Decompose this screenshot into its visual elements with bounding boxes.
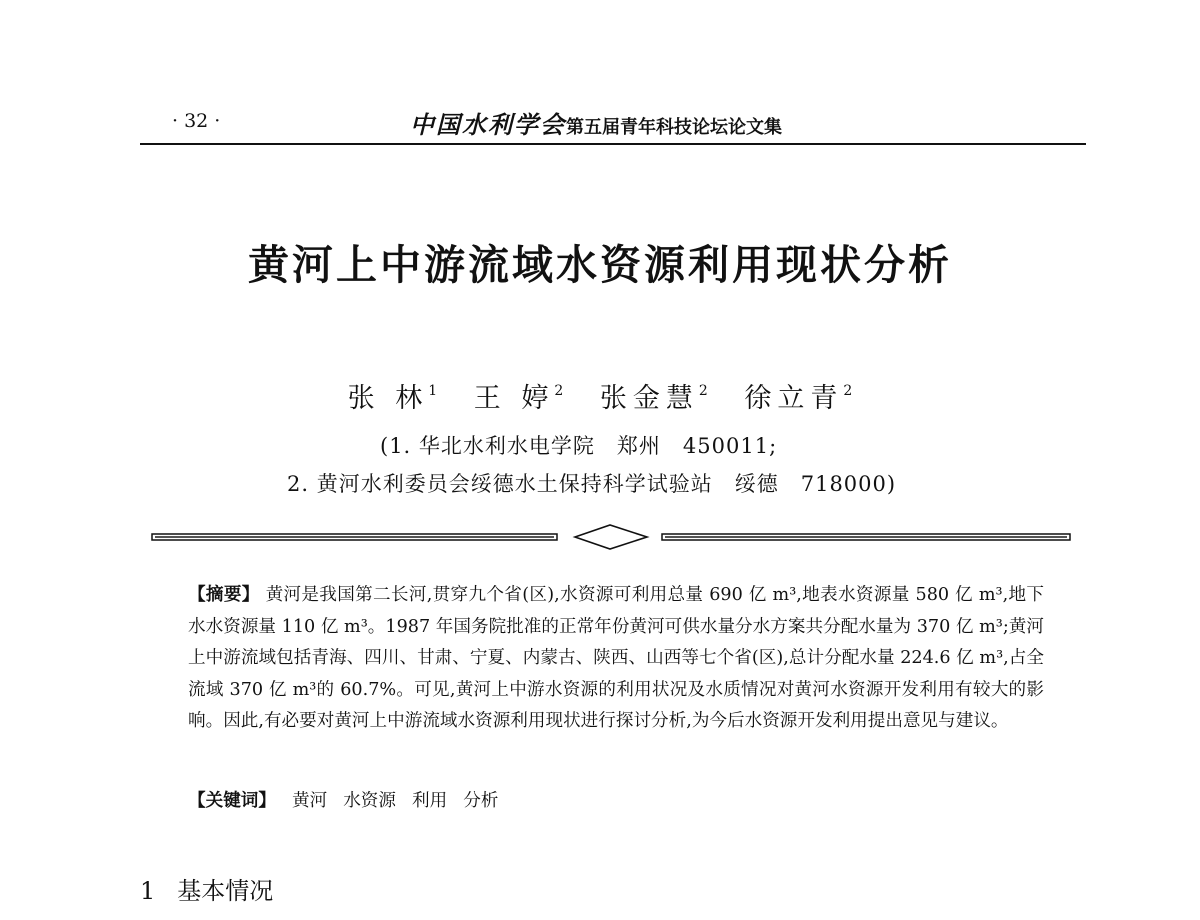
affiliation-line-1 — [380, 430, 777, 460]
author-list — [0, 376, 1200, 415]
keywords — [188, 787, 498, 812]
author-name: 徐立青 — [744, 383, 844, 414]
author-name: 王 婷 — [473, 383, 555, 414]
affiliation-city: 郑州 — [616, 434, 661, 458]
section-number: 1 — [140, 877, 156, 905]
divider-diamond — [575, 525, 647, 549]
keyword: 水资源 — [343, 791, 396, 811]
author — [744, 383, 852, 414]
header-rule — [140, 143, 1086, 145]
ornamental-divider — [150, 520, 1072, 554]
affiliation-line-2 — [287, 468, 896, 498]
abstract-label: 【摘要】 — [188, 585, 260, 605]
section-heading — [140, 871, 273, 906]
section-title: 基本情况 — [177, 877, 274, 905]
author — [600, 383, 708, 414]
affiliation-mark: 2 — [843, 383, 853, 399]
keyword: 黄河 — [291, 791, 328, 811]
author — [348, 383, 438, 414]
affiliation-postcode: 718000) — [800, 472, 897, 496]
paper-title: 黄河上中游流域水资源利用现状分析 — [248, 241, 952, 289]
society-name: 中国水利学会 — [410, 110, 566, 139]
keywords-label: 【关键词】 — [188, 791, 276, 811]
running-header — [410, 105, 782, 140]
affiliation-city: 绥德 — [734, 472, 779, 496]
collection-name: 第五届青年科技论坛论文集 — [566, 117, 782, 138]
abstract-text: 黄河是我国第二长河,贯穿九个省(区),水资源可利用总量 690 亿 m³,地表水资源量 580 亿 m³,地下水水资源量 110 亿 m³。1987 年国务院批准的正常年份黄河可供水量分水方案共分配水量为 370 亿 m³;黄河上中游流域包括青海、四川、甘肃、宁夏、内蒙古、陕西、山西等七个省(区),总计分配水量 224.6 亿 m³,占全流域 370 亿 m³的 60.7%。可见,黄河上中游水资源的利用状况及水质情况对黄河水资源开发利用有较大的影响。因此,有必要对黄河上中游流域水资源利用现状进行探讨分析,为今后水资源开发利用提出意见与建议。 — [188, 585, 1044, 731]
author — [474, 383, 564, 414]
keyword: 分析 — [463, 791, 499, 811]
affiliation-institution: (1. 华北水利水电学院 — [380, 434, 595, 458]
affiliation-mark: 1 — [428, 383, 438, 399]
affiliation-institution: 2. 黄河水利委员会绥德水土保持科学试验站 — [287, 472, 713, 496]
author-name: 张金慧 — [599, 383, 699, 414]
abstract — [188, 580, 1044, 738]
affiliation-mark: 2 — [554, 383, 564, 399]
page-number: · 32 · — [172, 110, 221, 132]
affiliation-postcode: 450011; — [682, 434, 778, 458]
affiliation-mark: 2 — [698, 383, 708, 399]
keyword: 利用 — [411, 791, 448, 811]
author-name: 张 林 — [347, 383, 429, 414]
